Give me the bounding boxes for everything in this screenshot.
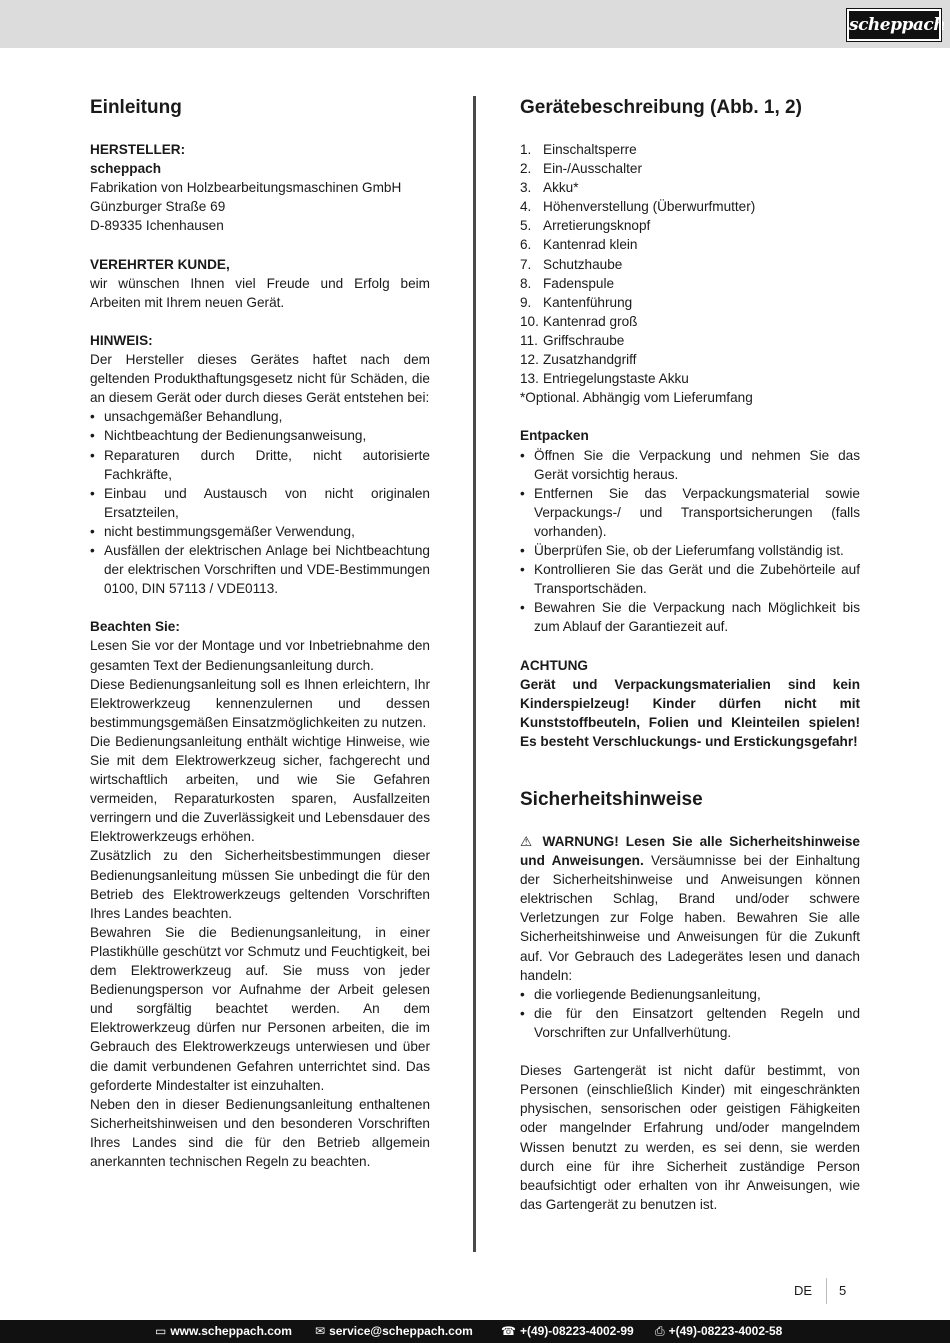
note-text: Der Hersteller dieses Gerätes haftet nach dem geltenden Produkthaftungsgesetz nicht für Schäden, die an diesem Gerät oder durch dieses Gerät entstehen bei: — [90, 352, 430, 406]
optional-note: *Optional. Abhängig vom Lieferumfang — [520, 390, 753, 406]
footer-phone-text: +(49)-08223-4002-99 — [519, 1324, 634, 1338]
list-item — [520, 140, 860, 159]
page-language: DE — [794, 1283, 813, 1298]
section-title-geraetebeschreibung: Gerätebeschreibung (Abb. 1, 2) — [520, 97, 802, 118]
page-footer-divider — [826, 1278, 827, 1304]
item-label: Akku* — [543, 180, 579, 196]
observe-paragraph: Die Bedienungsanleitung enthält wichtige Hinweise, wie Sie mit dem Elektrowerkzeug sicher, fachgerecht und wirtschaftlich arbeiten, und wie Sie Gefahren vermeiden, Reparaturkosten sparen, Ausfallzeiten verringern und die Zuverlässigkeit und Lebensdauer des Elektrowerkzeugs erhöhen. — [90, 733, 430, 845]
note-list — [90, 407, 430, 598]
item-number: 1. — [520, 142, 532, 157]
list-item — [520, 312, 860, 331]
list-item — [520, 197, 860, 216]
observe-paragraph: Zusätzlich zu den Sicherheitsbestimmungen dieser Bedienungsanleitung müssen Sie unbedingt die für den Betrieb des Elektrowerkzeugs geltenden Vorschriften Ihres Landes beachten. — [90, 848, 430, 921]
list-item: • nicht bestimmungsgemäßer Verwendung, — [90, 522, 430, 541]
observe-paragraph: Lesen Sie vor der Montage und vor Inbetriebnahme den gesamten Text der Bedienungsanleitung durch. — [90, 638, 430, 673]
item-label: Entriegelungstaste Akku — [543, 371, 689, 387]
item-label: Kantenführung — [543, 294, 633, 310]
item-label: Einschaltsperre — [543, 142, 637, 157]
footer-fax — [655, 1320, 782, 1343]
contact-footer-bar — [0, 1320, 950, 1343]
footer-email-text: service@scheppach.com — [329, 1324, 473, 1338]
list-item — [520, 331, 860, 350]
item-number: 12. — [520, 352, 539, 368]
warning-text: Versäumnisse bei der Einhaltung der Sicherheitshinweise und Anweisungen können elektrischen Schlag, Brand und/oder schwere Verletzungen zur Folge haben. Bewahren Sie alle Sicherheitshinweise und Anweisungen für die Zukunft auf. Vor Gebrauch des Ladegerätes lesen und danach handeln: — [520, 853, 861, 983]
item-number: 11. — [520, 332, 538, 348]
monitor-icon: ▭ — [155, 1324, 167, 1338]
item-number: 10. — [520, 313, 539, 329]
list-item: • Überprüfen Sie, ob der Lieferumfang vollständig ist. — [520, 541, 860, 560]
section-title-sicherheitshinweise: Sicherheitshinweise — [520, 789, 703, 810]
column-divider — [473, 96, 476, 1252]
item-number: 8. — [520, 275, 532, 291]
unpack-list — [520, 446, 860, 637]
footer-fax-text: +(49)-08223-4002-58 — [668, 1324, 783, 1338]
list-item: • die vorliegende Bedienungsanleitung, — [520, 985, 860, 1004]
item-label: Zusatzhandgriff — [543, 352, 637, 368]
list-item — [520, 216, 860, 235]
list-item: • Kontrollieren Sie das Gerät und die Zubehörteile auf Transportschäden. — [520, 560, 860, 598]
item-number: 6. — [520, 237, 532, 253]
item-label: Schutzhaube — [543, 256, 623, 272]
list-item — [520, 369, 860, 388]
item-number: 4. — [520, 199, 532, 215]
list-item: • Reparaturen durch Dritte, nicht autorisierte Fachkräfte, — [90, 446, 430, 484]
item-label: Kantenrad groß — [543, 313, 638, 329]
left-column — [90, 95, 430, 1171]
list-item: • die für den Einsatzort geltenden Regeln und Vorschriften zur Unfallverhütung. — [520, 1004, 860, 1042]
parts-list — [520, 140, 860, 388]
list-item — [520, 178, 860, 197]
manufacturer-heading: HERSTELLER: — [90, 142, 186, 157]
item-number: 5. — [520, 218, 532, 234]
list-item: • Bewahren Sie die Verpackung nach Möglichkeit bis zum Ablauf der Garantiezeit auf. — [520, 598, 860, 636]
footer-email[interactable] — [315, 1320, 473, 1343]
item-number: 3. — [520, 180, 532, 196]
list-item — [520, 159, 860, 178]
observe-heading: Beachten Sie: — [90, 619, 180, 635]
manufacturer-name: scheppach — [90, 161, 162, 177]
garden-device-text: Dieses Gartengerät ist nicht dafür bestimmt, von Personen (einschließlich Kinder) mit eingeschränkten physischen, sensorischen oder geistigen Fähigkeiten oder mangelnder Erfahrung und/oder mangelndem Wissen benutzt zu werden, es sei denn, sie werden durch eine für ihre Sicherheit zuständige Person beaufsichtigt oder erhalten von ihr Anweisungen, wie das Gartengerät zu benutzen ist. — [520, 1063, 860, 1212]
item-label: Arretierungsknopf — [543, 218, 651, 234]
list-item: • Öffnen Sie die Verpackung und nehmen Sie das Gerät vorsichtig heraus. — [520, 446, 860, 484]
page-number: 5 — [839, 1283, 847, 1298]
scheppach-logo: scheppach — [847, 9, 941, 41]
note-heading: HINWEIS: — [90, 332, 153, 348]
item-label: Griffschraube — [543, 332, 625, 348]
list-item — [520, 255, 860, 274]
observe-paragraph: Neben den in dieser Bedienungsanleitung enthaltenen Sicherheitshinweisen und den besonderen Vorschriften Ihres Landes sind die für den Betrieb allgemein anerkannten technischen Regeln zu beachten. — [90, 1096, 430, 1169]
manufacturer-company: Fabrikation von Holzbearbeitungsmaschinen GmbH — [90, 180, 402, 196]
right-column — [520, 95, 860, 1214]
warning-paragraph — [520, 832, 860, 985]
footer-web[interactable] — [155, 1320, 292, 1343]
list-item: • Entfernen Sie das Verpackungsmaterial sowie Verpackungs-/ und Transportsicherungen (falls vorhanden). — [520, 484, 860, 541]
list-item: • Ausfällen der elektrischen Anlage bei Nichtbeachtung der elektrischen Vorschriften und VDE-Bestimmungen 0100, DIN 57113 / VDE0113. — [90, 541, 430, 598]
item-label: Höhenverstellung (Überwurfmutter) — [543, 199, 756, 215]
observe-paragraph: Bewahren Sie die Bedienungsanleitung, in einer Plastikhülle geschützt vor Schmutz und Feuchtigkeit, bei dem Elektrowerkzeug auf. Sie muss von jeder Bedienungsperson vor Aufnahme der Arbeit gelesen und sorgfältig beachtet werden. An dem Elektrowerkzeug dürfen nur Personen arbeiten, die im Gebrauch des Elektrowerkzeugs unterwiesen und über die damit verbundenen Gefahren unterrichtet sind. Das geforderte Mindestalter ist einzuhalten. — [90, 924, 430, 1093]
item-number: 7. — [520, 256, 532, 272]
customer-text: wir wünschen Ihnen viel Freude und Erfolg beim Arbeiten mit Ihrem neuen Gerät. — [90, 275, 430, 310]
section-title-einleitung: Einleitung — [90, 97, 182, 118]
item-label: Ein-/Ausschalter — [543, 161, 642, 177]
manufacturer-street: Günzburger Straße 69 — [90, 199, 226, 215]
fax-icon: ⎙ — [655, 1324, 665, 1338]
manufacturer-city: D-89335 Ichenhausen — [90, 218, 224, 234]
list-item — [520, 350, 860, 369]
footer-phone[interactable] — [501, 1320, 634, 1343]
list-item — [520, 235, 860, 254]
item-label: Kantenrad klein — [543, 237, 638, 253]
unpack-heading: Entpacken — [520, 428, 589, 444]
item-label: Fadenspule — [543, 275, 615, 291]
list-item: • Einbau und Austausch von nicht originalen Ersatzteilen, — [90, 484, 430, 522]
item-number: 9. — [520, 294, 532, 310]
item-number: 2. — [520, 161, 532, 177]
list-item — [520, 293, 860, 312]
warning-triangle-icon: ⚠ — [520, 834, 536, 849]
list-item: • Nichtbeachtung der Bedienungsanweisung, — [90, 426, 430, 445]
header-bar — [0, 0, 950, 48]
phone-icon: ☎ — [501, 1324, 516, 1338]
item-number: 13. — [520, 371, 539, 387]
footer-web-text: www.scheppach.com — [170, 1324, 292, 1338]
list-item — [520, 274, 860, 293]
mail-icon: ✉ — [315, 1324, 326, 1338]
attention-text: Gerät und Verpackungsmaterialien sind kein Kinderspielzeug! Kinder dürfen nicht mit Kunststoffbeuteln, Folien und Kleinteilen spielen! Es besteht Verschluckungs- und Erstickungsgefahr! — [520, 676, 860, 749]
observe-paragraph: Diese Bedienungsanleitung soll es Ihnen erleichtern, Ihr Elektrowerkzeug kennenzulernen und dessen bestimmungsgemäßen Einsatzmöglichkeiten zu nutzen. — [90, 676, 430, 730]
warning-bold-text: WARNUNG! Lesen Sie alle Sicherheitshinweise und Anweisungen. — [520, 834, 860, 869]
list-item: • unsachgemäßer Behandlung, — [90, 407, 430, 426]
warning-list — [520, 985, 860, 1042]
attention-heading: ACHTUNG — [520, 657, 588, 673]
customer-heading: VEREHRTER KUNDE, — [90, 256, 230, 272]
